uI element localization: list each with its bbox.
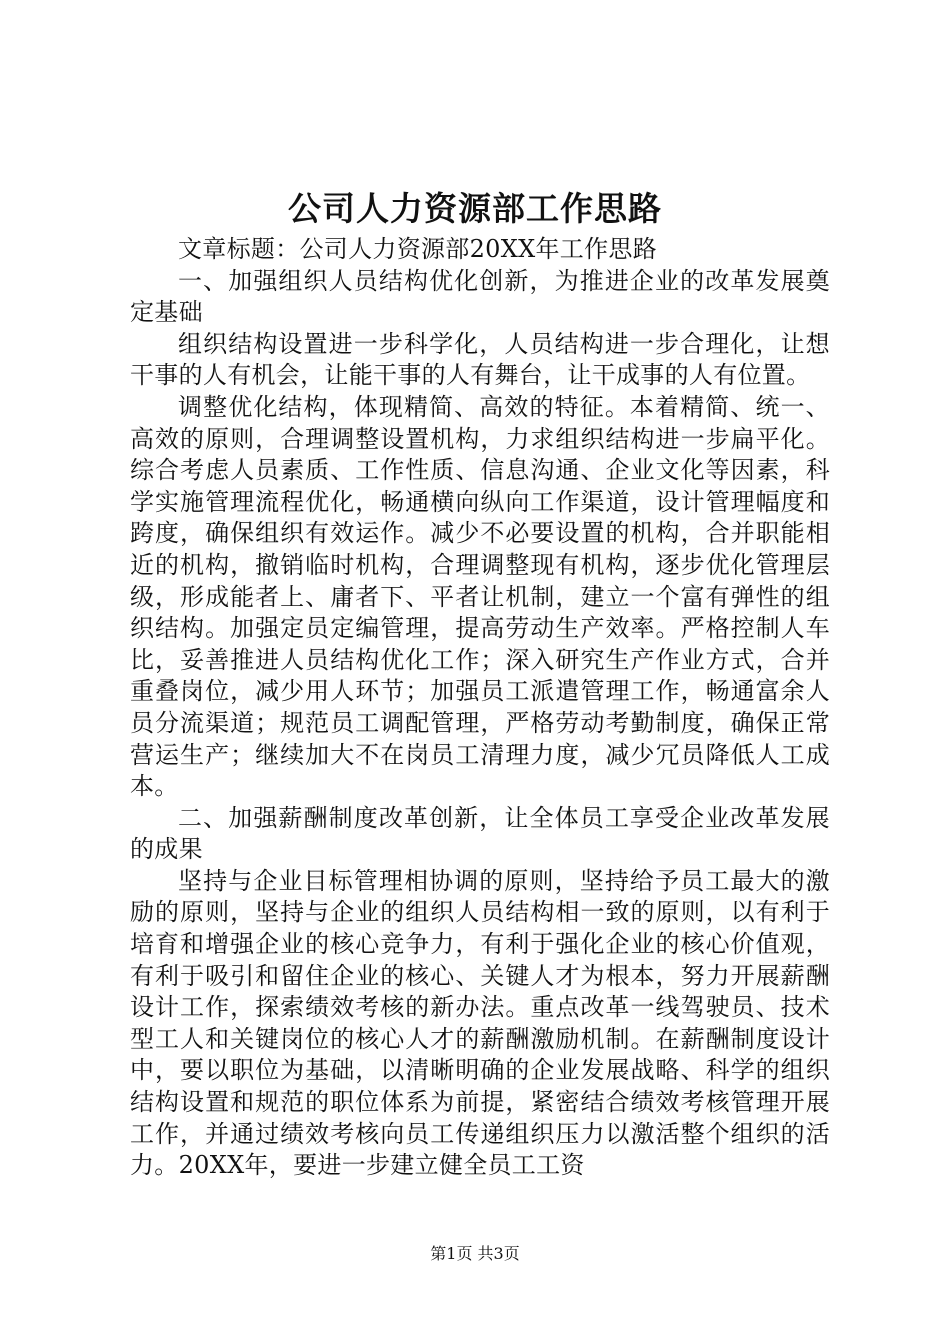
page-number-footer: 第1页 共3页 (430, 1244, 520, 1263)
paragraph-3: 坚持与企业目标管理相协调的原则，坚持给予员工最大的激励的原则，坚持与企业的组织人员结构相一致的原则，以有利于培育和增强企业的核心竞争力，有利于强化企业的核心价值观，有利于吸引和留住企业的核心、关键人才为根本，努力开展薪酬设计工作，探索绩效考核的新办法。重点改革一线驾驶员、技术型工人和关键岗位的核心人才的薪酬激励机制。在薪酬制度设计中，要以职位为基础，以清晰明确的企业发展战略、科学的组织结构设置和规范的职位体系为前提，紧密结合绩效考核管理开展工作，并通过绩效考核向员工传递组织压力以激活整个组织的活力。20XX年，要进一步建立健全员工工资 (130, 866, 830, 1180)
document-title: 公司人力资源部工作思路 (288, 189, 662, 228)
document-body (130, 234, 830, 1182)
article-title-line: 文章标题：公司人力资源部20XX年工作思路 (178, 235, 658, 263)
section-heading-2: 二、加强薪酬制度改革创新，让全体员工享受企业改革发展的成果 (130, 803, 830, 864)
section-heading-1: 一、加强组织人员结构优化创新，为推进企业的改革发展奠定基础 (130, 266, 830, 327)
paragraph-1: 组织结构设置进一步科学化，人员结构进一步合理化，让想干事的人有机会，让能干事的人有舞台，让干成事的人有位置。 (130, 329, 830, 390)
paragraph-2: 调整优化结构，体现精简、高效的特征。本着精简、统一、高效的原则，合理调整设置机构，力求组织结构进一步扁平化。综合考虑人员素质、工作性质、信息沟通、企业文化等因素，科学实施管理流程优化，畅通横向纵向工作渠道，设计管理幅度和跨度，确保组织有效运作。减少不必要设置的机构，合并职能相近的机构，撤销临时机构，合理调整现有机构，逐步优化管理层级，形成能者上、庸者下、平者让机制，建立一个富有弹性的组织结构。加强定员定编管理，提高劳动生产效率。严格控制人车比，妥善推进人员结构优化工作；深入研究生产作业方式，合并重叠岗位，减少用人环节；加强员工派遣管理工作，畅通富余人员分流渠道；规范员工调配管理，严格劳动考勤制度，确保正常营运生产；继续加大不在岗员工清理力度，减少冗员降低人工成本。 (130, 392, 830, 801)
